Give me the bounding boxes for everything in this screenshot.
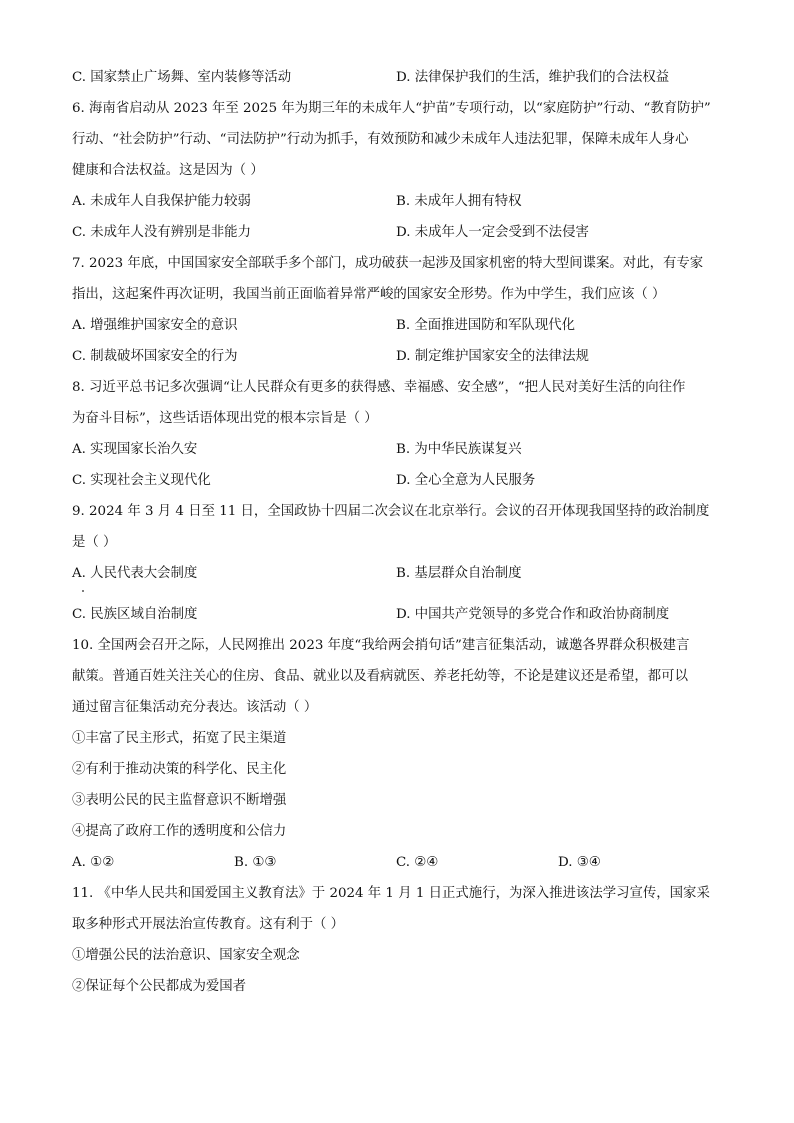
exam-page [72,62,722,1002]
q9-options-ab [72,558,722,589]
q6-stem-line: 健康和合法权益。这是因为（ ） [72,163,264,178]
question-7 [72,248,722,372]
q11-stem-line: 取多种形式开展法治宣传教育。这有利于（ ） [72,917,345,932]
q5-option-c: C. 国家禁止广场舞、室内装修等活动 [72,70,292,85]
q7-option-d: D. 制定维护国家安全的法律法规 [396,349,589,364]
q6-option-c: C. 未成年人没有辨别是非能力 [72,225,251,240]
q5-option-d: D. 法律保护我们的生活，维护我们的合法权益 [396,70,670,85]
question-11 [72,878,722,1002]
q9-stem-line: 是（ ） [72,535,117,550]
q7-stem-line: 7. 2023 年底，中国国家安全部联手多个部门，成功破获一起涉及国家机密的特大型间谍案。对此，有专家 [72,256,704,271]
q9-stem-line: 9. 2024 年 3 月 4 日至 11 日，全国政协十四届二次会议在北京举行。会议的召开体现我国坚持的政治制度 [72,504,710,519]
q9-option-d: D. 中国共产党领导的多党合作和政治协商制度 [396,607,670,622]
question-8 [72,372,722,496]
q10-option-a: A. ①② [72,855,115,870]
q10-stem-line: 献策。普通百姓关注关心的住房、食品、就业以及看病就医、养老托幼等，不论是建议还是希望，都可以 [72,669,688,684]
stray-mark [82,590,84,592]
q10-option-c: C. ②④ [396,855,439,870]
q11-stem-line: 11. 《中华人民共和国爱国主义教育法》于 2024 年 1 月 1 日正式施行，为深入推进该法学习宣传，国家采 [72,886,710,901]
q6-option-a: A. 未成年人自我保护能力较弱 [72,194,251,209]
q10-statement: ①丰富了民主形式，拓宽了民主渠道 [72,731,287,746]
q10-option-d: D. ③④ [558,855,601,870]
q9-option-b: B. 基层群众自治制度 [396,566,522,581]
q11-statement: ②保证每个公民都成为爱国者 [72,979,247,994]
q10-options [72,847,722,878]
q5-options-cd [72,62,722,93]
q10-stem-line: 10. 全国两会召开之际，人民网推出 2023 年度“我给两会捎句话”建言征集活动，诚邀各界群众积极建言 [72,638,690,653]
q9-options-cd [72,599,722,630]
q8-option-d: D. 全心全意为人民服务 [396,473,536,488]
q10-statement: ④提高了政府工作的透明度和公信力 [72,824,287,839]
q10-statement: ③表明公民的民主监督意识不断增强 [72,793,287,808]
q6-options-cd [72,217,722,248]
q8-option-b: B. 为中华民族谋复兴 [396,442,522,457]
q7-options-cd [72,341,722,372]
q8-options-cd [72,465,722,496]
question-10 [72,630,722,878]
question-9 [72,496,722,630]
q6-options-ab [72,186,722,217]
q10-option-b: B. ①③ [234,855,277,870]
q9-option-a: A. 人民代表大会制度 [72,566,198,581]
q6-stem-line: 6. 海南省启动从 2023 年至 2025 年为期三年的未成年人“护苗”专项行动，以“家庭防护”行动、“教育防护” [72,101,711,116]
q6-stem-line: 行动、“社会防护”行动、“司法防护”行动为抓手，有效预防和减少未成年人违法犯罪，保障未成年人身心 [72,132,689,147]
q7-option-b: B. 全面推进国防和军队现代化 [396,318,576,333]
q8-option-a: A. 实现国家长治久安 [72,442,198,457]
q11-statement: ①增强公民的法治意识、国家安全观念 [72,948,300,963]
q9-option-c: C. 民族区域自治制度 [72,607,198,622]
q7-options-ab [72,310,722,341]
q8-stem-line: 为奋斗目标”，这些话语体现出党的根本宗旨是（ ） [72,411,378,426]
q7-option-a: A. 增强维护国家安全的意识 [72,318,238,333]
q7-option-c: C. 制裁破坏国家安全的行为 [72,349,238,364]
q7-stem-line: 指出，这起案件再次证明，我国当前正面临着异常严峻的国家安全形势。作为中学生，我们应该（ ） [72,287,666,302]
q6-option-d: D. 未成年人一定会受到不法侵害 [396,225,589,240]
spacer [72,589,722,599]
q8-options-ab [72,434,722,465]
q10-statement: ②有利于推动决策的科学化、民主化 [72,762,287,777]
q8-option-c: C. 实现社会主义现代化 [72,473,211,488]
q10-stem-line: 通过留言征集活动充分表达。该活动（ ） [72,700,318,715]
q6-option-b: B. 未成年人拥有特权 [396,194,522,209]
question-6 [72,93,722,248]
q8-stem-line: 8. 习近平总书记多次强调“让人民群众有更多的获得感、幸福感、安全感”，“把人民对美好生活的向往作 [72,380,686,395]
